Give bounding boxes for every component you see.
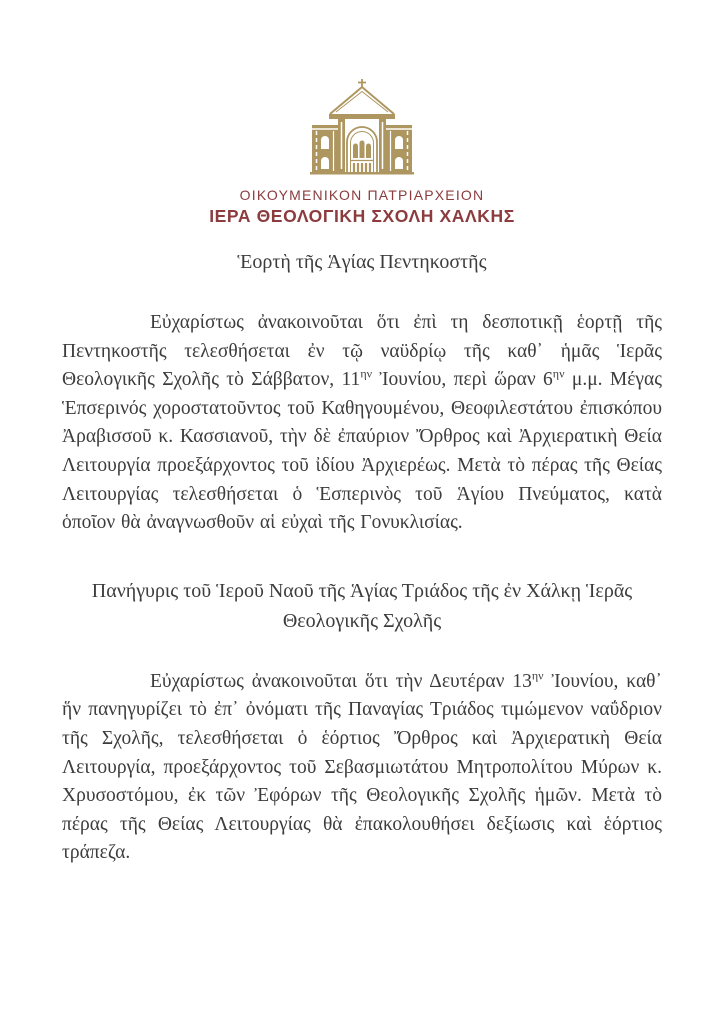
organization-name: ΟΙΚΟΥΜΕΝΙΚΟΝ ΠΑΤΡΙΑΡΧΕΙΟΝ — [239, 187, 485, 203]
title-line: Πανήγυρις τοῦ Ἱεροῦ Ναοῦ τῆς Ἁγίας Τριάδος τῆς ἐν Χάλκῃ Ἱερᾶς — [91, 579, 633, 602]
church-building-icon — [300, 78, 424, 176]
announcement-title-pentecost: Ἑορτὴ τῆς Ἁγίας Πεντηκοστῆς — [237, 251, 487, 273]
title-line: Θεολογικῆς Σχολῆς — [282, 609, 442, 632]
announcement-paragraph-pentecost: Εὐχαρίστως ἀνακοινοῦται ὅτι ἐπὶ τη δεσποτικῇ ἑορτῇ τῆς Πεντηκοστῆς τελεσθήσεται ἐν τῷ ναϋδρίῳ τῆς καθ᾽ ἡμᾶς Ἱερᾶς Θεολογικῆς Σχολῆς τὸ Σάββατον, $11^{\eta\nu}$ Ἰουνίου, περὶ ὥραν $6^{\eta\nu}$ μ.μ. Μέγας Ἑπσερινός χοροστατοῦντος τοῦ Καθηγουμένου, Θεοφιλεστάτου ἐπισκόπου Ἀραβισσοῦ κ. Κασσιανοῦ, τὴν δὲ ἐπαύριον Ὄρθρος καὶ Ἀρχιερατικὴ Θεία Λειτουργία προεξάρχοντος τοῦ ἰδίου Ἀρχιερέως. Μετὰ τὸ πέρας τῆς Θείας Λειτουργίας τελεσθήσεται ὁ Ἑσπερινὸς τοῦ Ἁγίου Πνεύματος, κατὰ ὁποῖον θὰ ἀναγνωσθοῦν αἱ εὐχαὶ τῆς Γονυκλισίας. — [62, 312, 662, 534]
school-logo — [0, 78, 724, 176]
announcement-paragraph-feast: Εὐχαρίστως ἀνακοινοῦται ὅτι τὴν Δευτέραν $13^{\eta\nu}$ Ἰουνίου, καθ᾽ ἥν πανηγυρίζει τὸ ἐπ᾽ ὀνόματι τῆς Παναγίας Τριάδος τιμώμενον ναΰδριον τῆς Σχολῆς, τελεσθήσεται ὁ ἑόρτιος Ὄρθρος καὶ Ἀρχιερατικὴ Θεία Λειτουργία, προεξάρχοντος τοῦ Σεβασμιωτάτου Μητροπολίτου Μύρων κ. Χρυσοστόμου, ἐκ τῶν Ἐφόρων τῆς Θεολογικῆς Σχολῆς ἡμῶν. Μετὰ τὸ πέρας τῆς Θείας Λειτουργίας θὰ ἐπακολουθήσει δεξίωσις καὶ ἑόρτιος τράπεζα. — [62, 668, 662, 864]
school-name: ΙΕΡΑ ΘΕΟΛΟΓΙΚΗ ΣΧΟΛΗ ΧΑΛΚΗΣ — [209, 206, 515, 226]
letterhead — [0, 0, 724, 227]
announcement-title-feast — [62, 576, 662, 636]
announcement-body — [0, 247, 724, 868]
